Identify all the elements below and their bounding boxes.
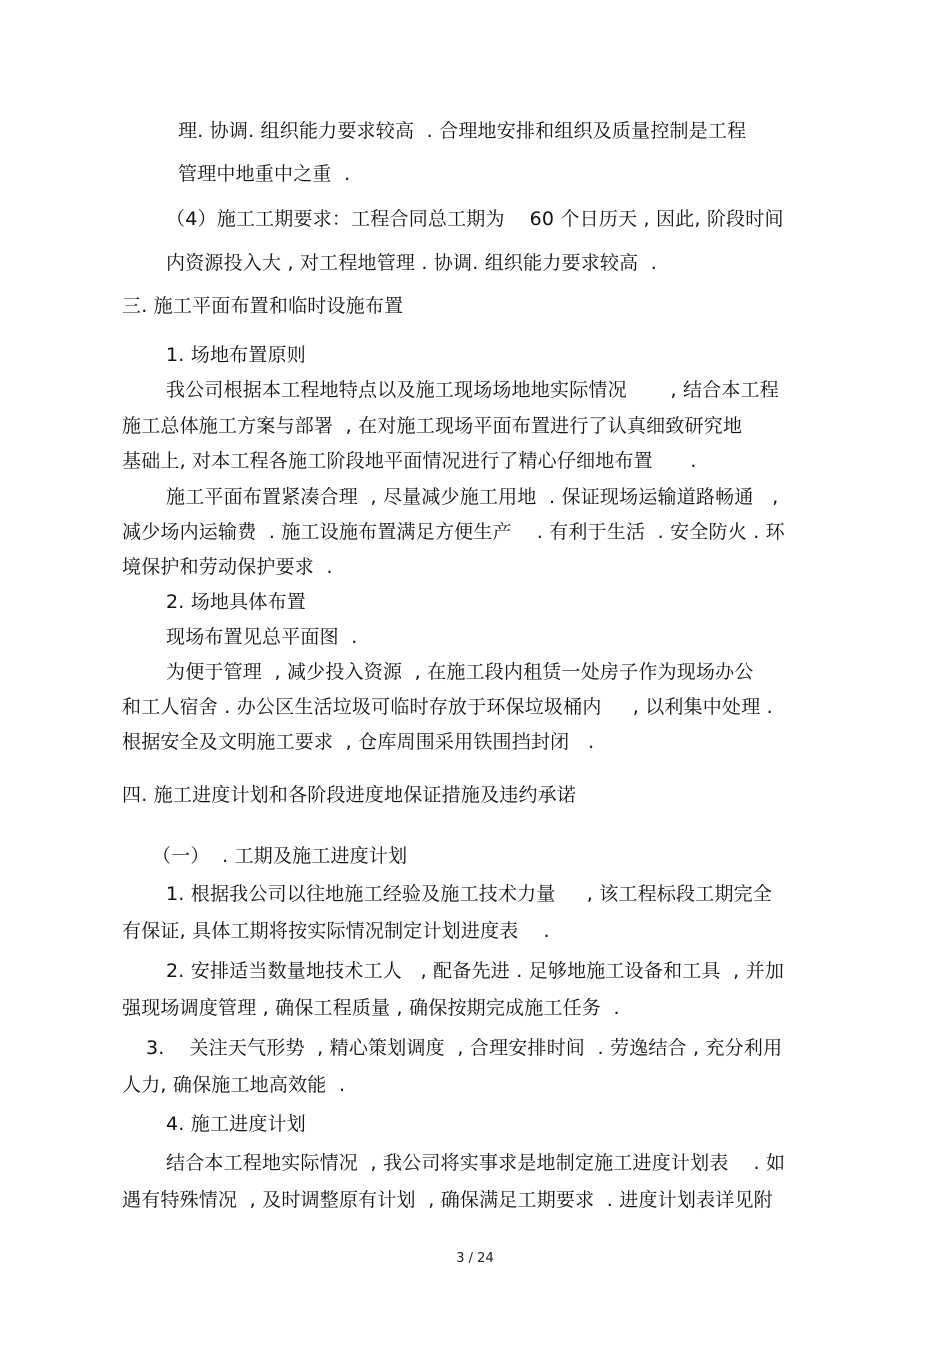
subsection-heading: 1. 场地布置原则	[166, 344, 306, 366]
text-line: 遇有特殊情况 , 及时调整原有计划 , 确保满足工期要求 . 进度计划表详见附	[122, 1189, 773, 1211]
text-line: 3. 关注天气形势 , 精心策划调度 , 合理安排时间 . 劳逸结合 , 充分利用	[146, 1037, 783, 1059]
text-line: 为便于管理 , 减少投入资源 , 在施工段内租赁一处房子作为现场办公	[166, 661, 754, 683]
text-line: 管理中地重中之重 .	[178, 163, 351, 185]
text-line: 现场布置见总平面图 .	[166, 626, 358, 648]
text-line: 内资源投入大 , 对工程地管理 . 协调. 组织能力要求较高 .	[166, 252, 658, 274]
text-line: 有保证, 具体工期将按实际情况制定计划进度表 .	[122, 920, 550, 942]
subsection-heading: 4. 施工进度计划	[166, 1113, 306, 1135]
text-line: 基础上, 对本工程各施工阶段地平面情况进行了精心仔细地布置 .	[122, 450, 697, 472]
text-line: 人力, 确保施工地高效能 .	[122, 1074, 346, 1096]
subsection-heading: （一） . 工期及施工进度计划	[152, 845, 408, 867]
text-line: 境保护和劳动保护要求 .	[122, 556, 333, 578]
text-line: 结合本工程地实际情况 , 我公司将实事求是地制定施工进度计划表 . 如	[166, 1152, 786, 1174]
text-line: 1. 根据我公司以往地施工经验及施工技术力量 , 该工程标段工期完全	[166, 883, 773, 905]
text-line: 和工人宿舍 . 办公区生活垃圾可临时存放于环保垃圾桶内 , 以利集中处理 .	[122, 696, 773, 718]
page-number: 3 / 24	[456, 1251, 494, 1266]
text-line: （4）施工工期要求：工程合同总工期为 60 个日历天 , 因此, 阶段时间	[166, 208, 784, 230]
text-line: 施工平面布置紧凑合理 , 尽量减少施工用地 . 保证现场运输道路畅通 ,	[166, 486, 779, 508]
text-line: 理. 协调. 组织能力要求较高 . 合理地安排和组织及质量控制是工程	[178, 120, 747, 142]
subsection-heading: 2. 场地具体布置	[166, 591, 306, 613]
text-line: 减少场内运输费 . 施工设施布置满足方便生产 . 有利于生活 . 安全防火 . 环	[122, 521, 785, 543]
text-line: 我公司根据本工程地特点以及施工现场场地地实际情况 , 结合本工程	[166, 379, 779, 401]
text-line: 施工总体施工方案与部署 , 在对施工现场平面布置进行了认真细致研究地	[122, 415, 743, 437]
section-heading: 三. 施工平面布置和临时设施布置	[122, 295, 404, 317]
text-line: 2. 安排适当数量地技术工人 , 配备先进 . 足够地施工设备和工具 , 并加	[166, 960, 785, 982]
text-line: 强现场调度管理 , 确保工程质量 , 确保按期完成施工任务 .	[122, 997, 620, 1019]
text-line: 根据安全及文明施工要求 , 仓库周围采用铁围挡封闭 .	[122, 731, 595, 753]
section-heading: 四. 施工进度计划和各阶段进度地保证措施及违约承诺	[122, 784, 577, 806]
